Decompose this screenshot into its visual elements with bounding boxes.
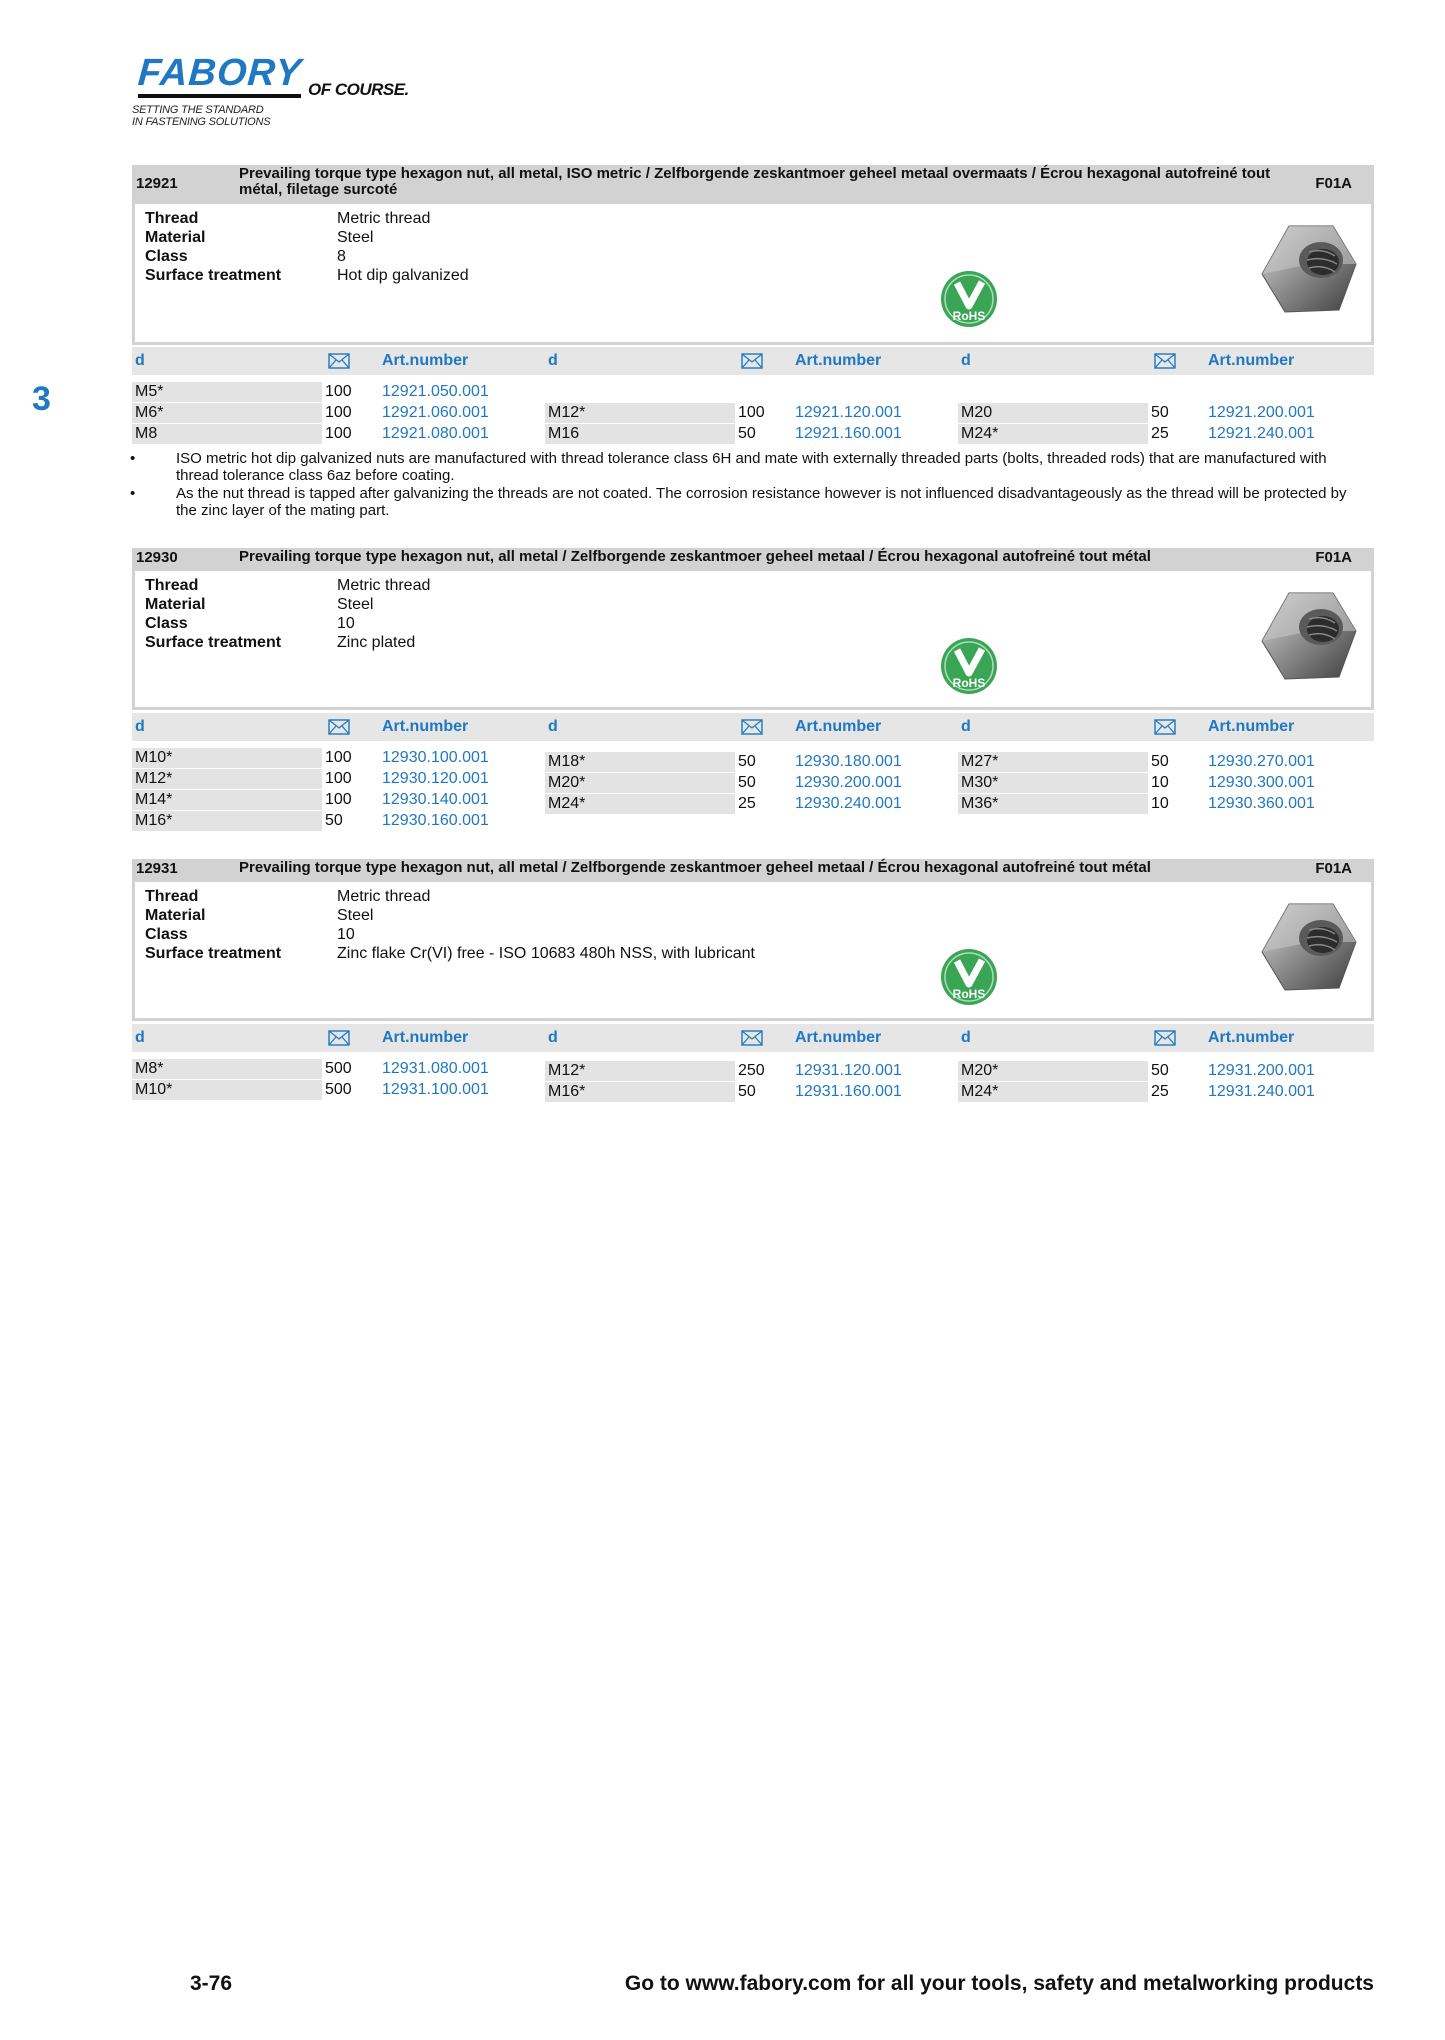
size-cell: M16* bbox=[132, 811, 322, 831]
footer-slogan: Go to www.fabory.com for all your tools, safety and metalworking products bbox=[624, 1972, 1374, 1995]
article-number-link[interactable]: 12930.270.001 bbox=[1208, 753, 1315, 770]
spec-box bbox=[132, 201, 1374, 345]
quantity-cell: 100 bbox=[325, 404, 352, 421]
article-number-link[interactable]: 12921.240.001 bbox=[1208, 425, 1315, 442]
article-number-link[interactable]: 12931.100.001 bbox=[382, 1081, 489, 1098]
column-header-d: d bbox=[548, 352, 558, 369]
size-cell: M12* bbox=[545, 1061, 735, 1081]
packaging-envelope-icon bbox=[741, 353, 763, 369]
quantity-cell: 10 bbox=[1151, 774, 1169, 791]
column-header-d: d bbox=[548, 1029, 558, 1046]
article-number-link[interactable]: 12931.080.001 bbox=[382, 1060, 489, 1077]
size-cell: M18* bbox=[545, 752, 735, 772]
product-title: Prevailing torque type hexagon nut, all metal / Zelfborgende zeskantmoer geheel metaal / Écrou hexagonal autofreiné tout métal bbox=[239, 548, 1151, 565]
size-cell: M16* bbox=[545, 1082, 735, 1102]
note-bullet: • bbox=[130, 450, 136, 467]
column-header-d: d bbox=[961, 718, 971, 735]
logo-subtitle-line1: SETTING THE STANDARD bbox=[132, 104, 264, 116]
size-cell: M20 bbox=[958, 403, 1148, 423]
size-cell: M10* bbox=[132, 748, 322, 768]
size-cell: M12* bbox=[545, 403, 735, 423]
packaging-envelope-icon bbox=[328, 353, 350, 369]
spec-box bbox=[132, 568, 1374, 710]
quantity-cell: 25 bbox=[738, 795, 756, 812]
note-text: ISO metric hot dip galvanized nuts are manufactured with thread tolerance class 6H and mate with externally threaded parts (bolts, threaded rods) that are manufactured with thread tolerance class 6az before coating. bbox=[176, 450, 1327, 484]
quantity-cell: 100 bbox=[738, 404, 765, 421]
spec-class-value: 10 bbox=[337, 926, 355, 943]
logo-subtitle-line2: IN FASTENING SOLUTIONS bbox=[132, 116, 271, 128]
size-cell: M6* bbox=[132, 403, 322, 423]
article-number-link[interactable]: 12930.180.001 bbox=[795, 753, 902, 770]
article-number-link[interactable]: 12931.160.001 bbox=[795, 1083, 902, 1100]
product-header bbox=[132, 165, 1374, 201]
quantity-cell: 100 bbox=[325, 770, 352, 787]
article-number-link[interactable]: 12930.100.001 bbox=[382, 749, 489, 766]
article-number-link[interactable]: 12921.200.001 bbox=[1208, 404, 1315, 421]
article-number-link[interactable]: 12921.050.001 bbox=[382, 383, 489, 400]
hex-nut-icon bbox=[1259, 220, 1359, 320]
size-cell: M20* bbox=[958, 1061, 1148, 1081]
spec-material-label: Material bbox=[145, 907, 206, 924]
article-number-link[interactable]: 12931.200.001 bbox=[1208, 1062, 1315, 1079]
rohs-badge-icon bbox=[940, 637, 998, 695]
spec-material-value: Steel bbox=[337, 229, 374, 246]
product-category: F01A bbox=[1315, 860, 1352, 877]
page-number: 3-76 bbox=[190, 1972, 233, 1995]
spec-surface-treatment-value: Hot dip galvanized bbox=[337, 267, 469, 284]
rohs-badge-icon bbox=[940, 270, 998, 328]
svg-text:RoHS: RoHS bbox=[952, 987, 986, 1001]
spec-surface-treatment-label: Surface treatment bbox=[145, 634, 282, 651]
spec-material-label: Material bbox=[145, 229, 206, 246]
product-code: 12931 bbox=[136, 860, 178, 877]
size-cell: M8* bbox=[132, 1059, 322, 1079]
quantity-cell: 50 bbox=[325, 812, 343, 829]
size-cell: M8 bbox=[132, 424, 322, 444]
chapter-number: 3 bbox=[32, 380, 51, 418]
spec-box bbox=[132, 879, 1374, 1021]
rohs-badge-icon bbox=[940, 948, 998, 1006]
quantity-cell: 10 bbox=[1151, 795, 1169, 812]
logo-underline bbox=[138, 94, 301, 98]
article-number-link[interactable]: 12921.120.001 bbox=[795, 404, 902, 421]
svg-text:RoHS: RoHS bbox=[952, 309, 986, 323]
spec-class-label: Class bbox=[145, 615, 188, 632]
product-code: 12921 bbox=[136, 175, 178, 192]
article-number-link[interactable]: 12930.300.001 bbox=[1208, 774, 1315, 791]
article-number-link[interactable]: 12931.120.001 bbox=[795, 1062, 902, 1079]
hex-nut-icon bbox=[1259, 898, 1359, 998]
quantity-cell: 250 bbox=[738, 1062, 765, 1079]
size-cell: M10* bbox=[132, 1080, 322, 1100]
article-number-link[interactable]: 12930.200.001 bbox=[795, 774, 902, 791]
column-header-art-number: Art.number bbox=[382, 718, 469, 735]
column-header-d: d bbox=[135, 718, 145, 735]
column-header-d: d bbox=[961, 352, 971, 369]
column-header-d: d bbox=[548, 718, 558, 735]
note-text: As the nut thread is tapped after galvanizing the threads are not coated. The corrosion resistance however is not influenced disadvantageously as the thread will be protected by the zinc layer of the mating part. bbox=[176, 485, 1347, 519]
size-table-header bbox=[132, 347, 1374, 375]
product-category: F01A bbox=[1315, 549, 1352, 566]
spec-surface-treatment-label: Surface treatment bbox=[145, 267, 282, 284]
quantity-cell: 25 bbox=[1151, 1083, 1169, 1100]
size-cell: M24* bbox=[958, 424, 1148, 444]
article-number-link[interactable]: 12921.060.001 bbox=[382, 404, 489, 421]
article-number-link[interactable]: 12930.120.001 bbox=[382, 770, 489, 787]
quantity-cell: 50 bbox=[738, 425, 756, 442]
quantity-cell: 100 bbox=[325, 791, 352, 808]
size-cell: M24* bbox=[958, 1082, 1148, 1102]
size-cell: M24* bbox=[545, 794, 735, 814]
quantity-cell: 100 bbox=[325, 749, 352, 766]
column-header-art-number: Art.number bbox=[795, 1029, 882, 1046]
hex-nut-icon bbox=[1259, 587, 1359, 687]
spec-surface-treatment-label: Surface treatment bbox=[145, 945, 282, 962]
product-code: 12930 bbox=[136, 549, 178, 566]
size-cell: M12* bbox=[132, 769, 322, 789]
size-table-header bbox=[132, 1024, 1374, 1052]
quantity-cell: 50 bbox=[1151, 404, 1169, 421]
quantity-cell: 50 bbox=[738, 753, 756, 770]
spec-thread-label: Thread bbox=[145, 577, 199, 594]
article-number-link[interactable]: 12930.140.001 bbox=[382, 791, 489, 808]
article-number-link[interactable]: 12930.360.001 bbox=[1208, 795, 1315, 812]
spec-material-value: Steel bbox=[337, 596, 374, 613]
packaging-envelope-icon bbox=[328, 1030, 350, 1046]
size-cell: M5* bbox=[132, 382, 322, 402]
size-table-header bbox=[132, 713, 1374, 741]
product-header bbox=[132, 548, 1374, 568]
packaging-envelope-icon bbox=[741, 1030, 763, 1046]
spec-thread-value: Metric thread bbox=[337, 210, 431, 227]
spec-thread-value: Metric thread bbox=[337, 577, 431, 594]
svg-text:RoHS: RoHS bbox=[952, 676, 986, 690]
quantity-cell: 50 bbox=[738, 774, 756, 791]
spec-material-label: Material bbox=[145, 596, 206, 613]
size-cell: M30* bbox=[958, 773, 1148, 793]
packaging-envelope-icon bbox=[741, 719, 763, 735]
product-title: Prevailing torque type hexagon nut, all metal / Zelfborgende zeskantmoer geheel metaal / Écrou hexagonal autofreiné tout métal bbox=[239, 859, 1151, 876]
packaging-envelope-icon bbox=[1154, 1030, 1176, 1046]
logo-brand: FABORY bbox=[136, 52, 304, 94]
spec-surface-treatment-value: Zinc plated bbox=[337, 634, 416, 651]
packaging-envelope-icon bbox=[1154, 719, 1176, 735]
spec-thread-label: Thread bbox=[145, 210, 199, 227]
logo-subtitle bbox=[132, 104, 270, 128]
quantity-cell: 100 bbox=[325, 425, 352, 442]
quantity-cell: 500 bbox=[325, 1081, 352, 1098]
article-number-link[interactable]: 12930.160.001 bbox=[382, 812, 489, 829]
product-category: F01A bbox=[1315, 175, 1352, 192]
size-cell: M27* bbox=[958, 752, 1148, 772]
product-title: Prevailing torque type hexagon nut, all metal, ISO metric / Zelfborgende zeskantmoer geheel metaal overmaats / Écrou hexagonal autofreiné tout métal, filetage surcoté bbox=[239, 165, 1271, 198]
article-number-link[interactable]: 12931.240.001 bbox=[1208, 1083, 1315, 1100]
size-cell: M14* bbox=[132, 790, 322, 810]
column-header-art-number: Art.number bbox=[1208, 352, 1295, 369]
column-header-art-number: Art.number bbox=[795, 352, 882, 369]
quantity-cell: 100 bbox=[325, 383, 352, 400]
packaging-envelope-icon bbox=[1154, 353, 1176, 369]
article-number-link[interactable]: 12921.080.001 bbox=[382, 425, 489, 442]
spec-class-value: 10 bbox=[337, 615, 355, 632]
spec-thread-label: Thread bbox=[145, 888, 199, 905]
quantity-cell: 50 bbox=[1151, 1062, 1169, 1079]
column-header-d: d bbox=[135, 1029, 145, 1046]
size-cell: M16 bbox=[545, 424, 735, 444]
spec-class-label: Class bbox=[145, 926, 188, 943]
spec-surface-treatment-value: Zinc flake Cr(VI) free - ISO 10683 480h NSS, with lubricant bbox=[337, 945, 755, 962]
spec-class-label: Class bbox=[145, 248, 188, 265]
logo-tagline: OF COURSE. bbox=[308, 80, 409, 99]
column-header-art-number: Art.number bbox=[1208, 1029, 1295, 1046]
article-number-link[interactable]: 12921.160.001 bbox=[795, 425, 902, 442]
note-bullet: • bbox=[130, 485, 136, 502]
quantity-cell: 25 bbox=[1151, 425, 1169, 442]
product-header bbox=[132, 859, 1374, 879]
size-cell: M20* bbox=[545, 773, 735, 793]
column-header-d: d bbox=[961, 1029, 971, 1046]
spec-class-value: 8 bbox=[337, 248, 346, 265]
packaging-envelope-icon bbox=[328, 719, 350, 735]
column-header-art-number: Art.number bbox=[795, 718, 882, 735]
column-header-art-number: Art.number bbox=[382, 352, 469, 369]
spec-thread-value: Metric thread bbox=[337, 888, 431, 905]
column-header-d: d bbox=[135, 352, 145, 369]
quantity-cell: 50 bbox=[1151, 753, 1169, 770]
column-header-art-number: Art.number bbox=[382, 1029, 469, 1046]
quantity-cell: 50 bbox=[738, 1083, 756, 1100]
size-cell: M36* bbox=[958, 794, 1148, 814]
quantity-cell: 500 bbox=[325, 1060, 352, 1077]
column-header-art-number: Art.number bbox=[1208, 718, 1295, 735]
fabory-logo bbox=[132, 52, 422, 132]
article-number-link[interactable]: 12930.240.001 bbox=[795, 795, 902, 812]
spec-material-value: Steel bbox=[337, 907, 374, 924]
